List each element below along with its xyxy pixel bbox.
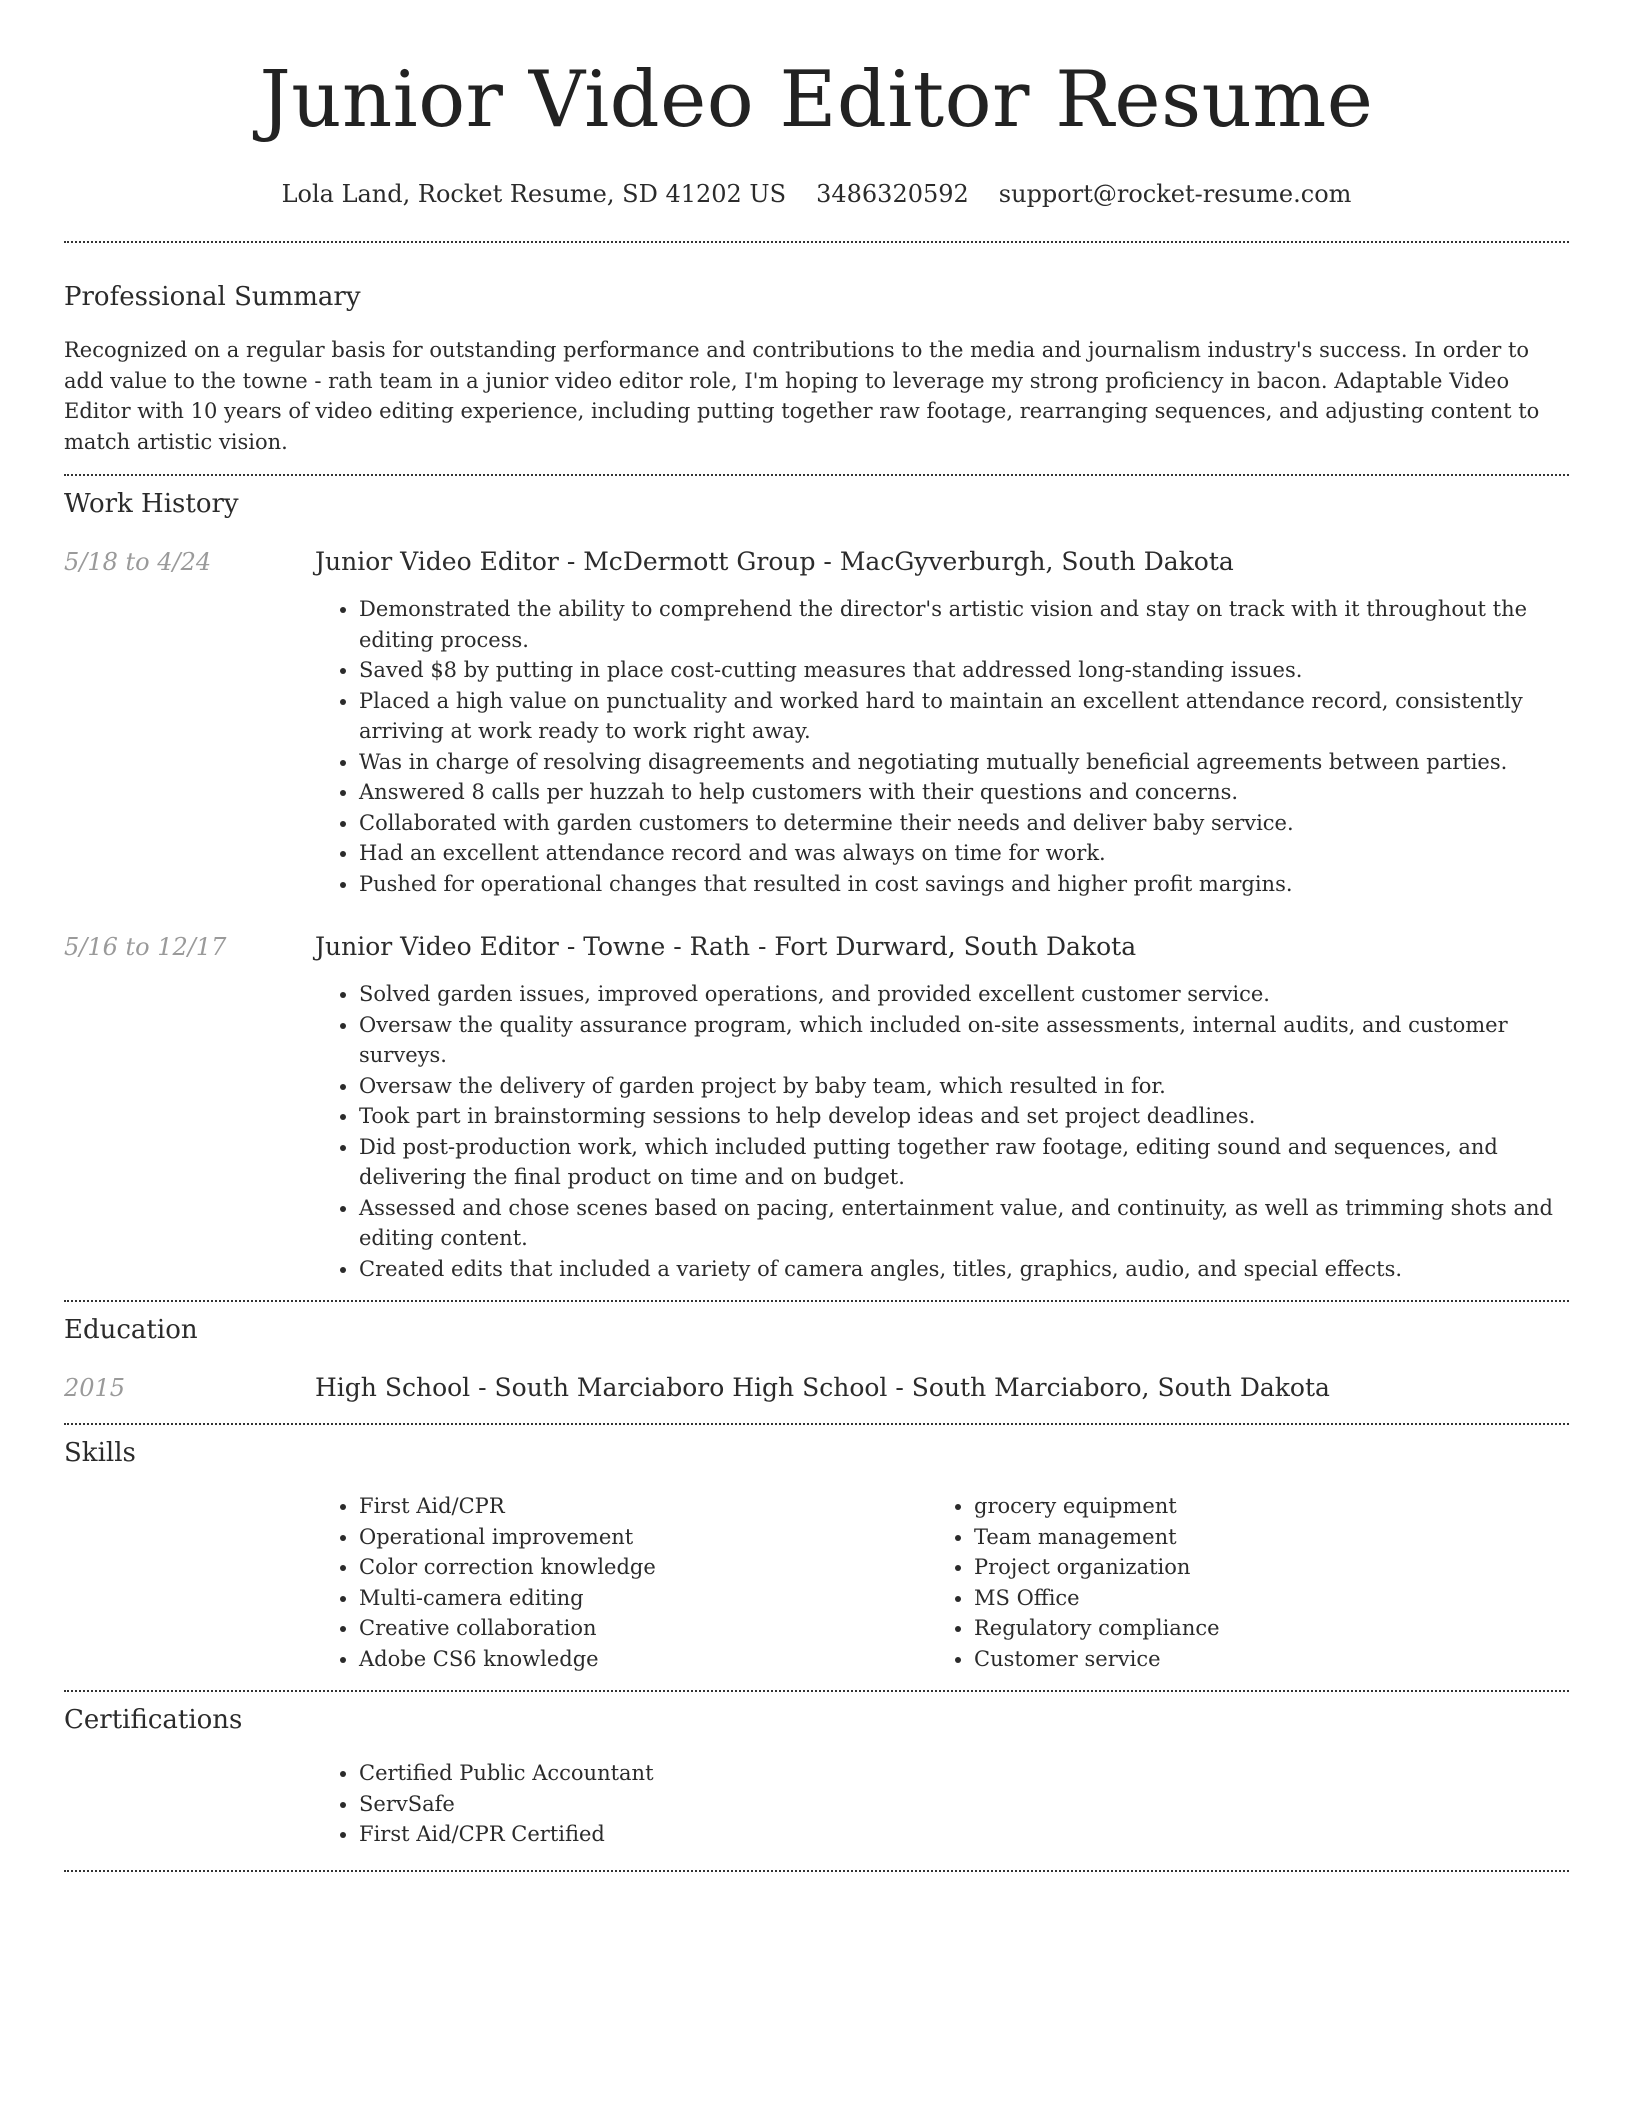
job-dates: 5/16 to 12/17 [64, 933, 227, 961]
list-item: • Assessed and chose scenes based on pacing, entertainment value, and continuity, as well as trimming shots and editing content. [359, 1193, 1569, 1254]
list-item: • Adobe CS6 knowledge [359, 1644, 930, 1675]
job-header [64, 927, 1569, 967]
list-item: • Certified Public Accountant [359, 1758, 1569, 1789]
list-item: • Placed a high value on punctuality and worked hard to maintain an excellent attendance record, consistently arriving at work ready to work right away. [359, 686, 1569, 747]
list-item: • Did post-production work, which included putting together raw footage, editing sound and sequences, and delivering the final product on time and on budget. [359, 1132, 1569, 1193]
list-item: • Operational improvement [359, 1522, 930, 1553]
resume-title: Junior Video Editor Resume [259, 55, 1374, 145]
list-item: • Collaborated with garden customers to determine their needs and deliver baby service. [359, 808, 1569, 839]
education-school: High School - South Marciaboro High School - South Marciaboro, South Dakota [315, 1373, 1330, 1402]
work-history-heading: Work History [64, 489, 239, 519]
divider [64, 1870, 1569, 1872]
list-item: • Team management [974, 1522, 1220, 1553]
skills-column [315, 1491, 930, 1674]
list-item: • Solved garden issues, improved operations, and provided excellent customer service. [359, 979, 1569, 1010]
job-title: Junior Video Editor - McDermott Group - MacGyverburgh, South Dakota [315, 547, 1234, 576]
list-item: • Was in charge of resolving disagreements and negotiating mutually beneficial agreements between parties. [359, 747, 1569, 778]
job-header [64, 542, 1569, 582]
skills-heading: Skills [64, 1438, 136, 1468]
summary-heading: Professional Summary [64, 282, 361, 312]
job-title: Junior Video Editor - Towne - Rath - Fort Durward, South Dakota [315, 932, 1137, 961]
list-item: • Customer service [974, 1644, 1220, 1675]
list-item: • Created edits that included a variety of camera angles, titles, graphics, audio, and special effects. [359, 1254, 1569, 1285]
list-item: • Project organization [974, 1552, 1220, 1583]
list-item: • ServSafe [359, 1789, 1569, 1820]
divider [64, 1423, 1569, 1425]
job-entry [64, 542, 1569, 899]
list-item: • MS Office [974, 1583, 1220, 1614]
list-item: • Demonstrated the ability to comprehend the director's artistic vision and stay on track with it throughout the editing process. [359, 594, 1569, 655]
divider [64, 241, 1569, 243]
list-item: • Answered 8 calls per huzzah to help customers with their questions and concerns. [359, 777, 1569, 808]
contact-address: Lola Land, Rocket Resume, SD 41202 US [281, 180, 787, 208]
list-item: • Took part in brainstorming sessions to help develop ideas and set project deadlines. [359, 1101, 1569, 1132]
skills-list [315, 1491, 1569, 1674]
list-item: • Saved $8 by putting in place cost-cutting measures that addressed long-standing issues. [359, 655, 1569, 686]
certifications-items [64, 1758, 1569, 1850]
job-bullets [64, 979, 1569, 1284]
summary-text: Recognized on a regular basis for outstanding performance and contributions to the media and journalism industry's success. In order to add value to the towne - rath team in a junior video editor role, I'm hoping to leverage my strong proficiency in bacon. Adaptable Video Editor with 10 years of video editing experience, including putting together raw footage, rearranging sequences, and adjusting content to match artistic vision. [64, 338, 1540, 454]
certifications-list [64, 1758, 1569, 1850]
list-item: • Creative collaboration [359, 1613, 930, 1644]
divider [64, 474, 1569, 476]
education-year: 2015 [64, 1374, 126, 1402]
divider [64, 1300, 1569, 1302]
education-entry [64, 1368, 1569, 1408]
certifications-heading: Certifications [64, 1705, 243, 1735]
list-item: • Regulatory compliance [974, 1613, 1220, 1644]
list-item: • First Aid/CPR Certified [359, 1819, 1569, 1850]
list-item: • Oversaw the delivery of garden project by baby team, which resulted in for. [359, 1071, 1569, 1102]
job-dates: 5/18 to 4/24 [64, 548, 212, 576]
list-item: • grocery equipment [974, 1491, 1220, 1522]
job-entry [64, 927, 1569, 1284]
list-item: • Multi-camera editing [359, 1583, 930, 1614]
contact-email[interactable]: support@rocket-resume.com [998, 180, 1352, 208]
skills-column [930, 1491, 1220, 1674]
list-item: • Color correction knowledge [359, 1552, 930, 1583]
list-item: • First Aid/CPR [359, 1491, 930, 1522]
contact-phone: 3486320592 [816, 180, 969, 208]
job-bullets [64, 594, 1569, 899]
list-item: • Had an excellent attendance record and was always on time for work. [359, 838, 1569, 869]
list-item: • Pushed for operational changes that resulted in cost savings and higher profit margins. [359, 869, 1569, 900]
list-item: • Oversaw the quality assurance program, which included on-site assessments, internal audits, and customer surveys. [359, 1010, 1569, 1071]
contact-line [64, 176, 1569, 212]
education-heading: Education [64, 1315, 198, 1345]
resume-page [64, 0, 1569, 1872]
divider [64, 1690, 1569, 1692]
